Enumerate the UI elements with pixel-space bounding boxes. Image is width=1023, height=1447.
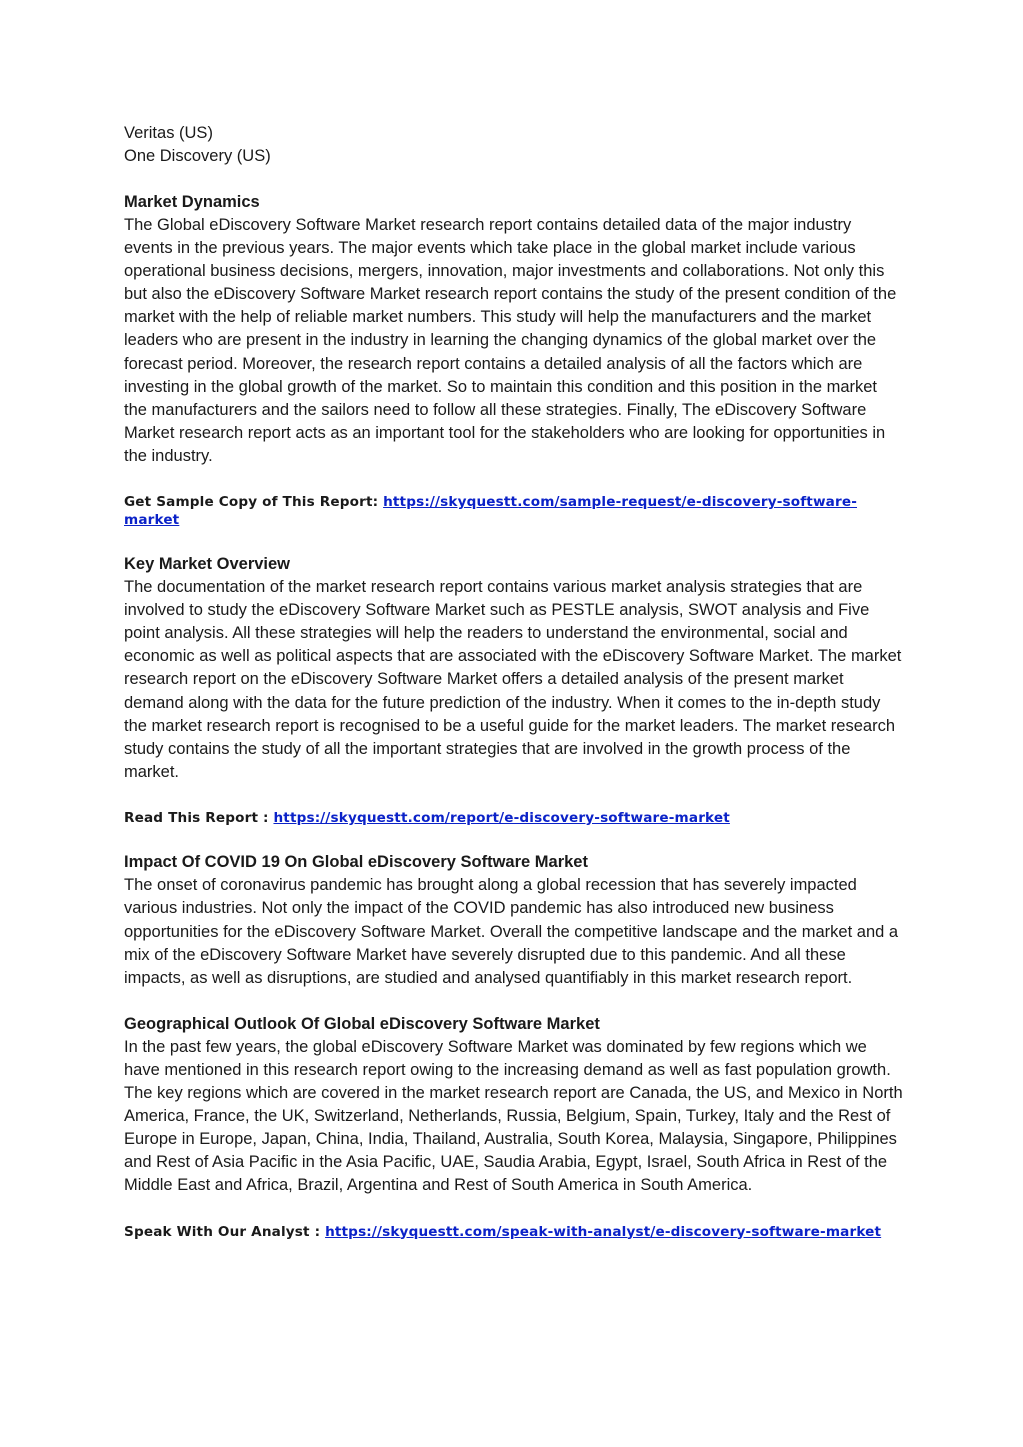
sample-copy-line: [124, 494, 904, 529]
geographical-outlook-heading: Geographical Outlook Of Global eDiscovery Software Market: [124, 1014, 600, 1033]
market-dynamics-heading: Market Dynamics: [124, 193, 260, 211]
speak-analyst-label: Speak With Our Analyst :: [124, 1223, 326, 1240]
document-page: [124, 122, 904, 1241]
read-report-label: Read This Report :: [124, 809, 274, 826]
read-report-line: [124, 810, 904, 828]
speak-analyst-link[interactable]: https://skyquestt.com/speak-with-analyst/e-discovery-software-market: [325, 1223, 882, 1240]
sample-copy-label: Get Sample Copy of This Report:: [124, 494, 384, 511]
company-veritas: Veritas (US): [124, 124, 213, 142]
company-one-discovery: One Discovery (US): [124, 147, 271, 165]
sample-copy-link[interactable]: https://skyquestt.com/sample-request/e-discovery-software-market: [124, 494, 857, 528]
key-market-overview-heading: Key Market Overview: [124, 555, 291, 574]
covid-impact-body: The onset of coronavirus pandemic has brought along a global recession that has severely impacted various industries. Not only the impact of the COVID pandemic has also introduced new business opportunities for the eDiscovery Software Market. Overall the competitive landscape and the market and a mix of the eDiscovery Software Market have severely disrupted due to this pandemic. And all these impacts, as well as disruptions, are studied and analysed quantifiably in this market research report.: [124, 876, 899, 987]
key-market-overview-body: The documentation of the market research report contains various market analysis strategies that are involved to study the eDiscovery Software Market such as PESTLE analysis, SWOT analysis and Five point analysis. All these strategies will help the readers to understand the environmental, social and economic as well as political aspects that are associated with the eDiscovery Software Market. The market research report on the eDiscovery Software Market offers a detailed analysis of the present market demand along with the data for the future prediction of the industry. When it comes to the in-depth study the market research report is recognised to be a useful guide for the market leaders. The market research study contains the study of all the important strategies that are involved in the growth process of the market.: [124, 578, 902, 781]
speak-analyst-line: [124, 1224, 904, 1242]
covid-impact-heading: Impact Of COVID 19 On Global eDiscovery Software Market: [124, 853, 588, 872]
market-dynamics-body: The Global eDiscovery Software Market research report contains detailed data of the major industry events in the previous years. The major events which take place in the global market include various operational business decisions, mergers, innovation, major investments and collaborations. Not only this but also the eDiscovery Software Market research report contains the study of the present condition of the market with the help of reliable market numbers. This study will help the manufacturers and the market leaders who are present in the industry in learning the changing dynamics of the global market over the forecast period. Moreover, the research report contains a detailed analysis of all the factors which are investing in the global growth of the market. So to maintain this condition and this position in the market the manufacturers and the sailors need to follow all these strategies. Finally, The eDiscovery Software Market research report acts as an important tool for the stakeholders who are looking for opportunities in the industry.: [124, 216, 897, 465]
geographical-outlook-body: In the past few years, the global eDiscovery Software Market was dominated by few regions which we have mentioned in this research report owing to the increasing demand as well as fast population growth. The key regions which are covered in the market research report are Canada, the US, and Mexico in North America, France, the UK, Switzerland, Netherlands, Russia, Belgium, Spain, Turkey, Italy and the Rest of Europe in Europe, Japan, China, India, Thailand, Australia, South Korea, Malaysia, Singapore, Philippines and Rest of Asia Pacific in the Asia Pacific, UAE, Saudia Arabia, Egypt, Israel, South Africa in Rest of the Middle East and Africa, Brazil, Argentina and Rest of South America in South America.: [124, 1037, 903, 1195]
read-report-link[interactable]: https://skyquestt.com/report/e-discovery-software-market: [273, 809, 730, 826]
